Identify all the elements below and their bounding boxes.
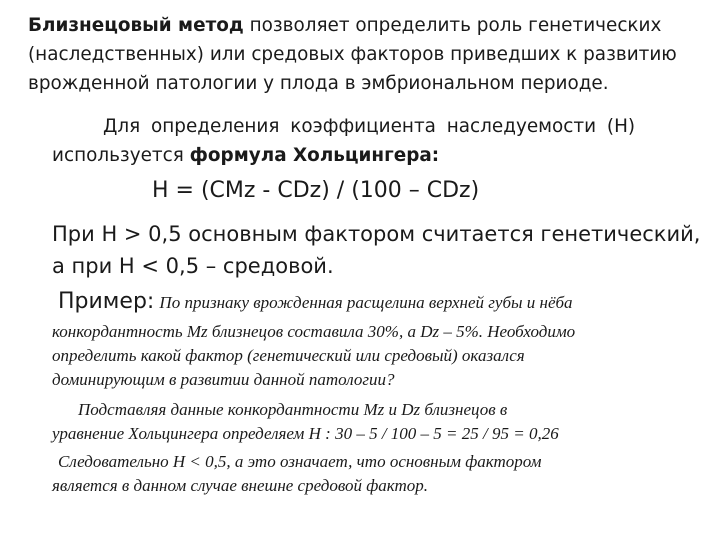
example-line-7: Следовательно Н < 0,5, а это означает, что основным фактором xyxy=(58,452,542,471)
method-name: Близнецовый метод xyxy=(28,15,244,36)
example-heading: Пример: xyxy=(58,289,155,314)
definition-line-1: Для определения коэффициента наследуемости (Н) xyxy=(103,116,636,137)
definition-line-2: используется формула Хольцингера: xyxy=(52,145,440,166)
example-line-6: уравнение Хольцингера определяем Н : 30 – 5 / 100 – 5 = 25 / 95 = 0,26 xyxy=(52,424,559,443)
intro-line-2: (наследственных) или средовых факторов приведших к развитию xyxy=(28,44,677,65)
example-line-2: конкордантность Mz близнецов составила 30%, а Dz – 5%. Необходимо xyxy=(52,322,576,341)
intro-line-3: врожденной патологии у плода в эмбриональном периоде. xyxy=(28,73,609,94)
rule-line-2: а при Н < 0,5 – средовой. xyxy=(52,254,334,278)
rule-line-1: При Н > 0,5 основным фактором считается генетический, xyxy=(52,222,701,246)
example-line-5: Подставляя данные конкордантности Mz и Dz близнецов в xyxy=(78,400,508,419)
formula-name: формула Хольцингера: xyxy=(189,145,440,166)
example-line-3: определить какой фактор (генетический или средовый) оказался xyxy=(52,346,525,365)
intro-line-1: Близнецовый метод позволяет определить роль генетических xyxy=(28,15,662,36)
example-line-8: является в данном случае внешне средовой фактор. xyxy=(52,476,429,495)
example-line-1: Пример: По признаку врожденная расщелина верхней губы и нёба xyxy=(58,289,573,314)
holzinger-formula: Н = (СМz - CDz) / (100 – CDz) xyxy=(152,178,480,203)
example-line-4: доминирующим в развитии данной патологии? xyxy=(52,370,395,389)
